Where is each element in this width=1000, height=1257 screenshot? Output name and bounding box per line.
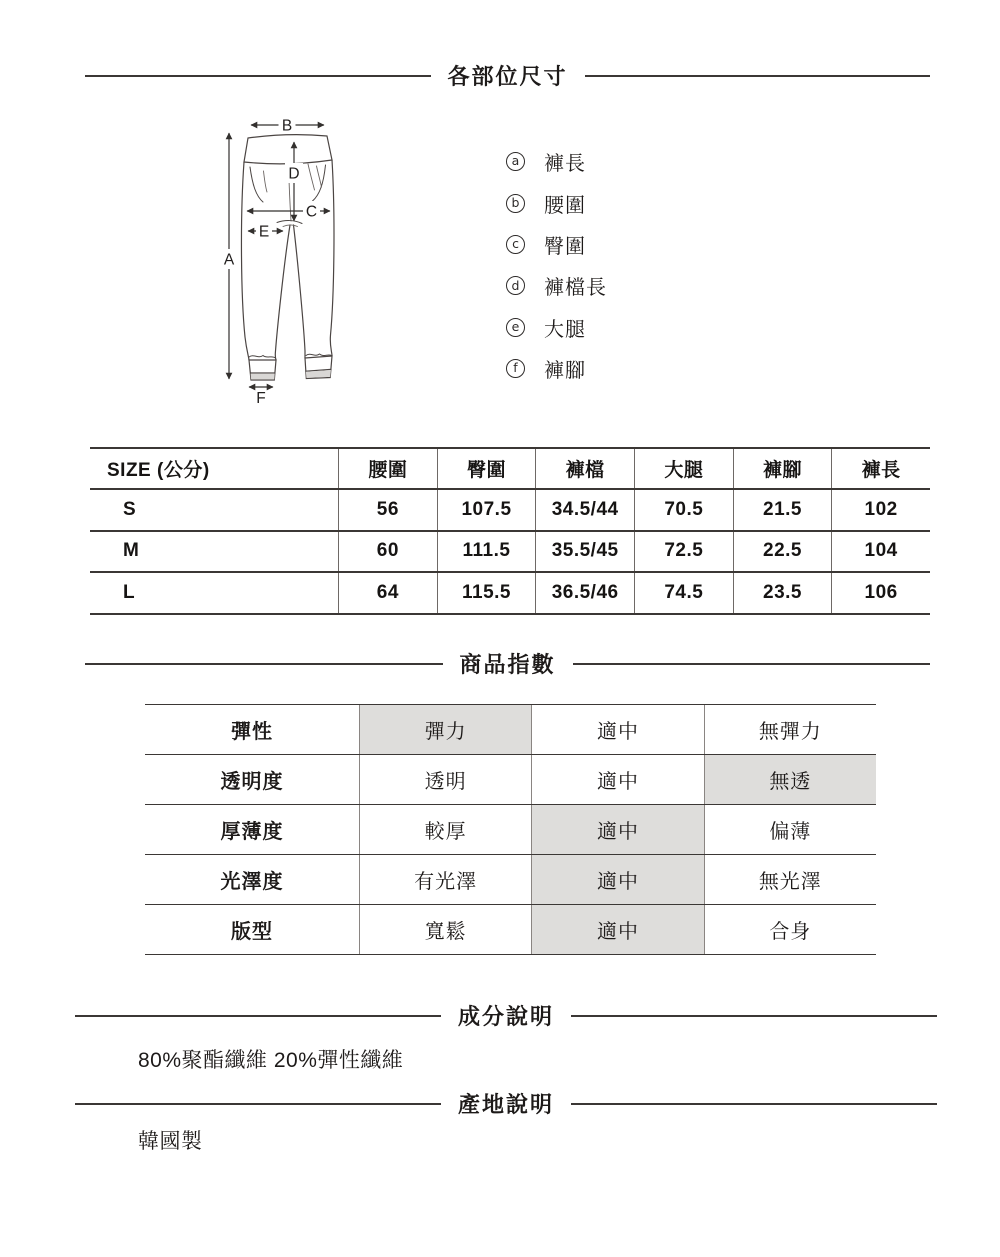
cell-value: 34.5/44 [535,490,634,529]
section-title-composition: 成分說明 [458,1004,555,1029]
legend-item-waist [506,182,607,223]
cell-value: 23.5 [733,573,832,612]
cell-value: 70.5 [634,490,733,529]
index-option: 透明 [359,755,531,804]
section-header-composition [75,1000,937,1031]
legend-label: 褲檔長 [544,277,607,300]
size-table-header-row [90,449,930,490]
divider-line [75,1015,441,1017]
legend-label: 褲長 [544,153,586,176]
column-header: 褲腳 [733,449,832,488]
legend-label: 臀圍 [544,235,586,258]
column-header: 臀圍 [437,449,536,488]
size-label: S [123,499,137,521]
index-option: 有光澤 [359,855,531,904]
legend-label: 大腿 [544,318,586,341]
index-option: 較厚 [359,805,531,854]
circled-letter-d-icon: d [506,276,525,295]
divider-line [75,1103,441,1105]
index-option: 彈力 [359,705,531,754]
legend-item-pants-length [506,141,607,182]
index-label: 透明度 [220,771,284,793]
legend-item-hip [506,224,607,265]
cell-value: 22.5 [733,532,832,571]
product-index-table [145,704,876,955]
cell-value: 56 [338,490,437,529]
index-row-fit [145,905,876,955]
index-label: 厚薄度 [220,821,284,843]
index-option: 適中 [531,805,703,854]
size-table [90,447,930,615]
mark-A: A [223,251,235,269]
circled-letter-f-icon: f [506,359,525,378]
section-header-origin [75,1088,937,1119]
index-option: 適中 [531,705,703,754]
divider-line [573,663,931,665]
index-option: 適中 [531,855,703,904]
table-row [90,573,930,614]
index-option: 合身 [704,905,876,954]
cell-value: 102 [831,490,930,529]
index-row-elasticity [145,705,876,755]
measurement-legend [506,141,607,389]
index-row-thickness [145,805,876,855]
size-label: L [123,581,136,603]
mark-D: D [288,165,300,183]
divider-line [85,663,443,665]
cell-value: 104 [831,532,930,571]
legend-label: 褲腳 [544,360,586,383]
cell-value: 72.5 [634,532,733,571]
index-row-transparency [145,755,876,805]
cell-value: 21.5 [733,490,832,529]
column-header: 褲長 [831,449,930,488]
index-option: 偏薄 [704,805,876,854]
index-label: 彈性 [231,721,273,743]
column-header: 褲檔 [535,449,634,488]
size-label: M [123,540,140,562]
section-title-origin: 產地說明 [458,1092,555,1117]
index-option: 適中 [531,905,703,954]
legend-label: 腰圍 [544,194,586,217]
cell-value: 106 [831,573,930,612]
circled-letter-e-icon: e [506,318,525,337]
cell-value: 36.5/46 [535,573,634,612]
section-header-measurements [85,60,930,91]
circled-letter-c-icon: c [506,235,525,254]
cell-value: 60 [338,532,437,571]
index-option: 無透 [704,755,876,804]
mark-C: C [305,203,318,221]
cell-value: 35.5/45 [535,532,634,571]
composition-text: 80%聚酯纖維 20%彈性纖維 [138,1049,404,1072]
index-label: 版型 [231,921,273,943]
mark-B: B [281,117,293,135]
column-header: 腰圍 [338,449,437,488]
origin-text: 韓國製 [138,1130,203,1153]
index-option: 寬鬆 [359,905,531,954]
cell-value: 74.5 [634,573,733,612]
legend-item-thigh [506,307,607,348]
section-title-product-index: 商品指數 [459,652,556,677]
divider-line [571,1103,937,1105]
table-row [90,532,930,573]
cell-value: 115.5 [437,573,536,612]
mark-F: F [256,390,266,407]
divider-line [585,75,931,77]
column-header: SIZE (公分) [107,460,210,482]
index-option: 無光澤 [704,855,876,904]
index-option: 適中 [531,755,703,804]
divider-line [571,1015,937,1017]
cell-value: 107.5 [437,490,536,529]
cell-value: 111.5 [437,532,536,571]
circled-letter-a-icon: a [506,152,525,171]
label-backplates [220,115,320,269]
divider-line [85,75,431,77]
column-header: 大腿 [634,449,733,488]
section-header-product-index [85,648,930,679]
legend-item-crotch-length [506,265,607,306]
pants-measurement-diagram [185,113,405,408]
index-label: 光澤度 [220,871,284,893]
table-row [90,490,930,531]
index-row-sheen [145,855,876,905]
index-option: 無彈力 [704,705,876,754]
mark-E: E [258,223,270,241]
section-title-measurements: 各部位尺寸 [447,64,568,89]
legend-item-hem [506,348,607,389]
cell-value: 64 [338,573,437,612]
circled-letter-b-icon: b [506,194,525,213]
